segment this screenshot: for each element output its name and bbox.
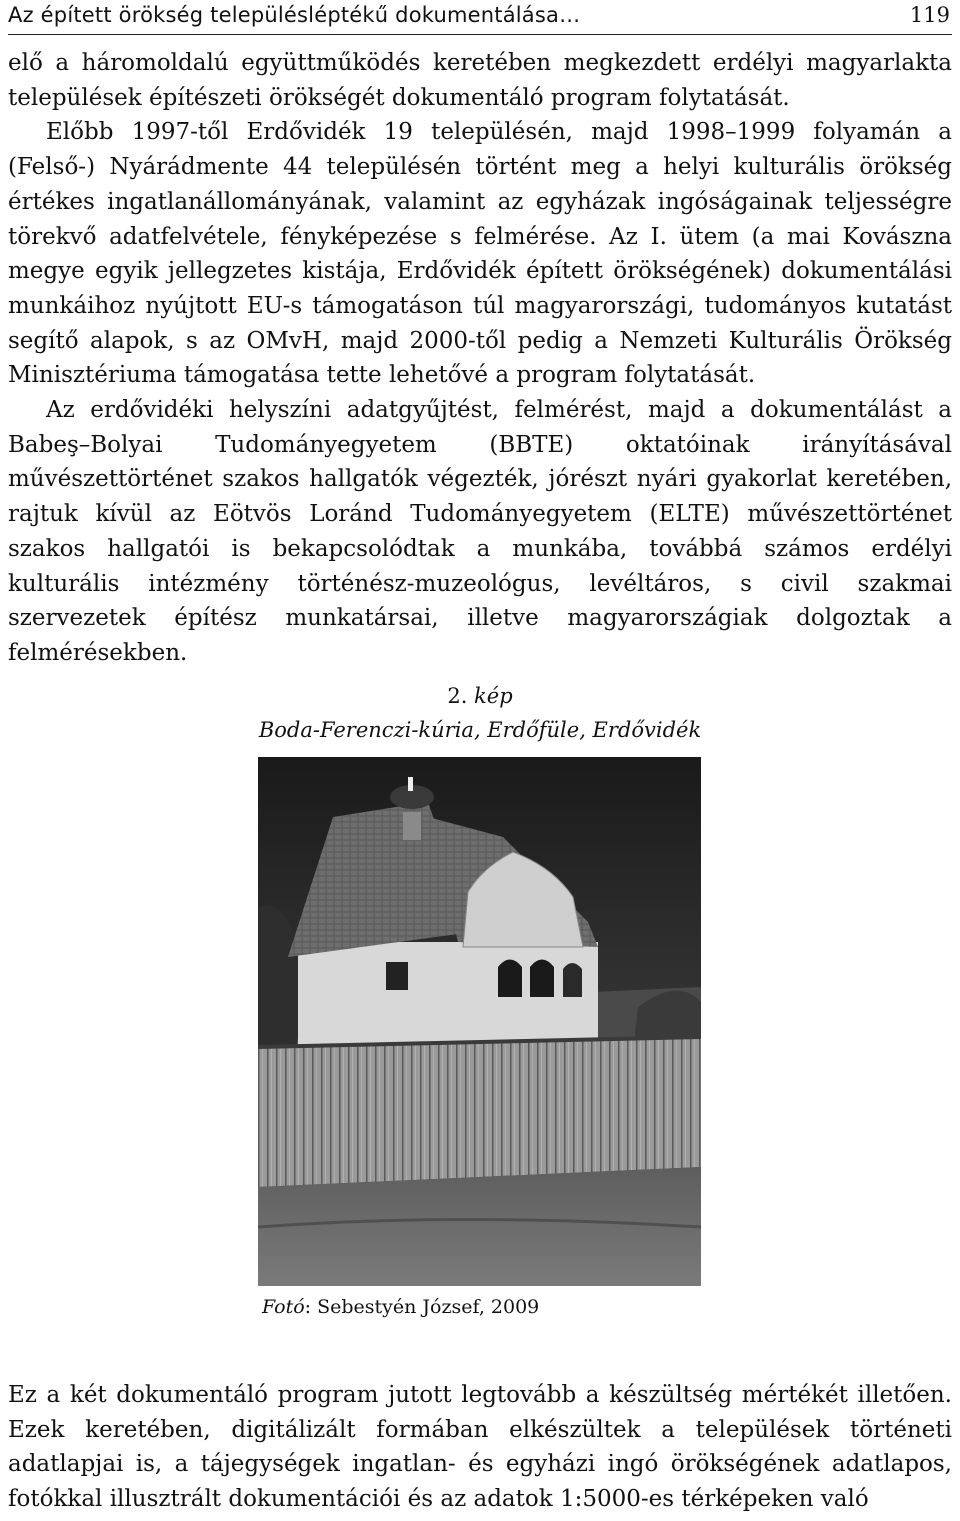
running-title: Az épített örökség településléptékű dokumentálása…	[8, 3, 581, 27]
paragraph-2: Előbb 1997-től Erdővidék 19 településén, majd 1998–1999 folyamán a (Felső-) Nyárádmente 44 településén történt meg a helyi kulturális örökség értékes ingatlanállományának, valamint az egyházak ingóságainak teljességre törekvő adatfelvétele, fényképezése s felmérése. Az I. ütem (a mai Kovászna megye egyik jellegzetes kistája, Erdővidék épített örökségének) dokumentálási munkáihoz nyújtott EU-s támogatáson túl magyarországi, tudományos kutatást segítő alapok, s az OMvH, majd 2000-től pedig a Nemzeti Kulturális Örökség Minisztériuma támogatása tette lehetővé a program folytatását.	[8, 119, 952, 389]
manor-house-photo	[258, 757, 701, 1286]
paragraph-3: Az erdővidéki helyszíni adatgyűjtést, felmérést, majd a dokumentálást a Babeş–Bolyai Tudományegyetem (BBTE) oktatóinak irányításával művészettörténet szakos hallgatók végezték, jórészt nyári gyakorlat keretében, rajtuk kívül az Eötvös Loránd Tudományegyetem (ELTE) művészettörténet szakos hallgatói is bekapcsolódtak a munkába, továbbá számos erdélyi kulturális intézmény történész-muzeológus, levéltáros, s civil szakmai szervezetek építész munkatársai, illetve magyarországiak dolgoztak a felmérésekben.	[8, 397, 952, 666]
body-text-top	[8, 46, 952, 671]
paragraph-1: elő a háromoldalú együttműködés keretében megkezdett erdélyi magyarlakta települések építészeti örökségét dokumentáló program folytatását.	[8, 50, 952, 111]
credit-text: : Sebestyén József, 2009	[304, 1296, 540, 1318]
body-text-bottom	[8, 1378, 952, 1517]
running-header	[8, 0, 952, 35]
credit-label: Fotó	[262, 1296, 305, 1318]
page-number: 119	[909, 3, 950, 27]
figure-title: Boda-Ferenczi-kúria, Erdőfüle, Erdővidék	[258, 718, 702, 742]
figure-number	[0, 684, 960, 708]
figure-number-digit: 2.	[447, 684, 475, 708]
photo-credit	[262, 1296, 539, 1318]
figure-number-word: kép	[474, 684, 513, 708]
paragraph-4: Ez a két dokumentáló program jutott legtovább a készültség mértékét illetően. Ezek keretében, digitálizált formában elkészültek a települések történeti adatlapjai is, a tájegységek ingatlan- és egyházi ingó örökségének adatlapos, fotókkal illusztrált dokumentációi és az adatok 1:5000-es térképeken való	[8, 1382, 952, 1513]
figure-photo	[258, 757, 701, 1286]
